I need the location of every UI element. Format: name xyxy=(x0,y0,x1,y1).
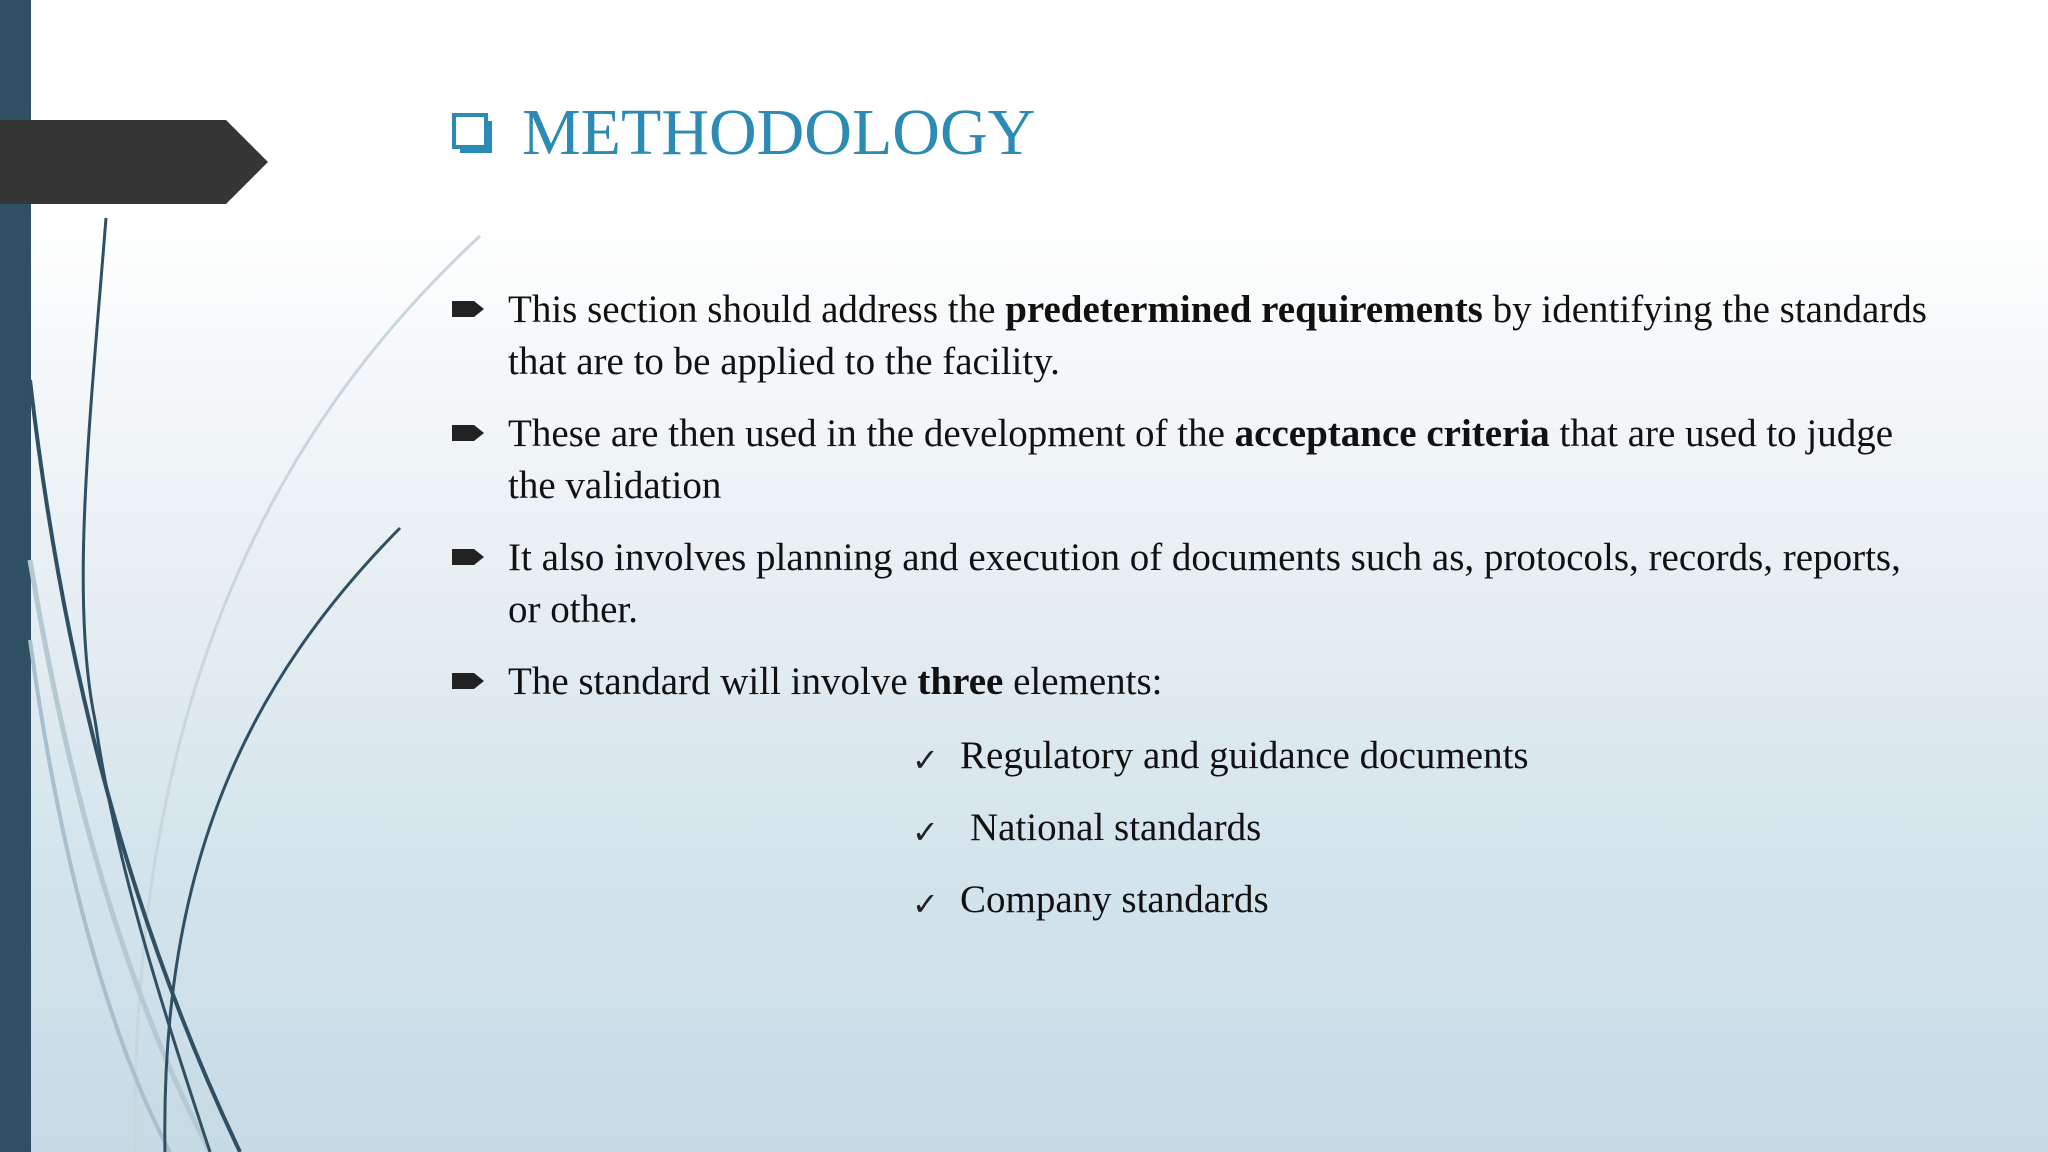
decor-curve-pale-1 xyxy=(135,236,480,1152)
bullet-text-0a: This section should address the xyxy=(508,288,1006,331)
bullet-item xyxy=(452,532,1932,636)
decor-curve-pale-2 xyxy=(30,560,210,1152)
decor-curve-dark-2 xyxy=(30,380,240,1152)
check-mark-icon: ✓ xyxy=(912,741,939,779)
check-item-label: Regulatory and guidance documents xyxy=(960,734,1529,777)
bullet-text-3c: elements: xyxy=(1003,660,1163,703)
bullet-text-3a: The standard will involve xyxy=(508,660,918,703)
title-row xyxy=(452,96,1035,170)
bullet-list xyxy=(452,284,1932,728)
slide-title: METHODOLOGY xyxy=(522,96,1036,169)
check-item-label: National standards xyxy=(970,806,1262,849)
check-mark-icon: ✓ xyxy=(912,813,939,851)
bullet-item xyxy=(452,284,1932,388)
bullet-text-2a: It also involves planning and execution of documents such as, protocols, records, reports, or other. xyxy=(508,536,1901,631)
bullet-text-1c: that are used to judge the validation xyxy=(508,412,1894,507)
arrow-right-icon xyxy=(452,546,486,568)
bullet-text-0b: predetermined requirements xyxy=(1005,288,1483,331)
bullet-item xyxy=(452,408,1932,512)
bullet-text-0c: by identifying the standards that are to be applied to the facility. xyxy=(508,288,1927,383)
bullet-text-1a: These are then used in the development of the xyxy=(508,412,1235,455)
bullet-text-3b: three xyxy=(917,660,1004,703)
bullet-item xyxy=(452,656,1932,708)
arrow-right-icon xyxy=(452,670,486,692)
check-item xyxy=(912,874,1529,926)
arrow-right-icon xyxy=(452,298,486,320)
checkbox-square-icon xyxy=(452,113,492,153)
check-item xyxy=(912,802,1529,854)
check-item xyxy=(912,730,1529,782)
arrow-right-icon xyxy=(452,422,486,444)
check-list xyxy=(912,730,1529,946)
check-mark-icon: ✓ xyxy=(912,885,939,923)
bullet-text-1b: acceptance criteria xyxy=(1234,412,1550,455)
check-item-label: Company standards xyxy=(960,878,1269,921)
title-tab-shape xyxy=(0,120,268,204)
